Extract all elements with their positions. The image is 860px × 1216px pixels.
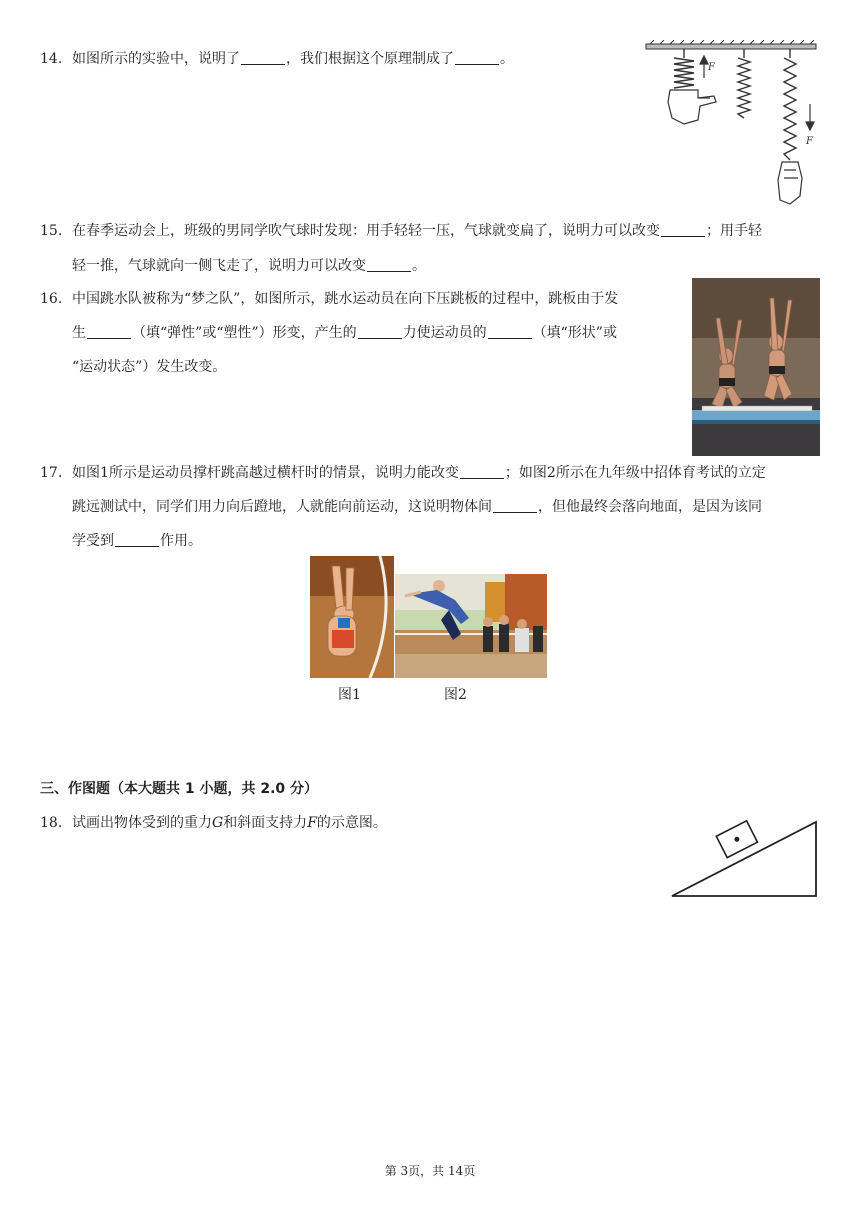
question-number: 16. [40,291,63,307]
question-number: 15. [40,223,63,239]
pole-vault-photo [310,556,394,678]
question-text: ；如图2所示在九年级中招体育考试的立定 [504,465,766,481]
compressed-spring [674,49,694,88]
question-text: 学受到 [72,533,114,549]
question-number: 14. [40,51,63,67]
section-heading: 三、作图题（本大题共 1 小题，共 2.0 分） [40,781,319,797]
question-17-line2 [72,496,762,516]
natural-spring [738,49,750,118]
question-text: ，我们根据这个原理制成了 [286,51,454,67]
question-text: 。 [412,258,426,274]
question-text: 。 [500,51,514,67]
hand-icon [778,162,802,204]
answer-blank[interactable] [87,322,131,339]
diving-photo [692,278,820,456]
force-symbol: F [307,815,317,831]
question-text: 跳远测试中，同学们用力向后蹬地，人就能向前运动，这说明物体间 [72,499,492,515]
force-label: F [806,136,813,147]
incline-diagram[interactable] [668,818,820,900]
question-16-line3 [72,356,226,376]
question-16-line2 [72,322,617,342]
block-on-incline [716,821,757,858]
question-17 [40,462,766,482]
question-15 [40,220,762,240]
question-17-line3 [72,530,202,550]
answer-blank[interactable] [358,322,402,339]
figure-caption: 图2 [444,687,467,703]
question-text: 试画出物体受到的重力 [72,815,212,831]
question-text: 在春季运动会上，班级的男同学吹气球时发现：用手轻轻一压，气球就变扁了，说明力可以改变 [72,223,660,239]
question-text: （填“弹性”或“塑性”）形变，产生的 [132,325,357,341]
figure-caption: 图1 [338,687,361,703]
question-text: 力使运动员的 [402,325,487,341]
question-text: 轻一推，气球就向一侧飞走了，说明力可以改变 [72,258,366,274]
question-number: 17. [40,465,63,481]
question-text: “运动状态”）发生改变。 [72,359,227,375]
answer-blank[interactable] [367,255,411,272]
answer-blank[interactable] [115,530,159,547]
question-text: 中国跳水队被称为“梦之队”，如图所示，跳水运动员在向下压跳板的过程中，跳板由于发 [72,291,619,307]
standing-jump-photo [395,574,547,678]
arrow-up-icon [700,56,708,78]
question-text: 生 [72,325,86,341]
arrow-down-icon [806,104,814,130]
force-label: F [708,62,715,73]
question-text: 如图1所示是运动员撑杆跳高越过横杆时的情景，说明力能改变 [72,465,459,481]
question-number: 18. [40,815,63,831]
question-16 [40,288,618,308]
answer-blank[interactable] [488,322,532,339]
question-text: （填“形状”或 [532,325,617,341]
question-text: 作用。 [160,533,202,549]
spring-experiment-figure [644,40,820,210]
question-text: ，但他最终会落向地面，是因为该同 [538,499,762,515]
page-footer: 第 3页，共 14页 [384,1164,476,1178]
answer-blank[interactable] [460,462,504,479]
question-text: 的示意图。 [316,815,387,831]
hand-icon [668,90,716,124]
answer-blank[interactable] [493,496,537,513]
answer-blank[interactable] [661,220,705,237]
stretched-spring [784,49,796,160]
answer-blank[interactable] [241,48,285,65]
question-14 [40,48,514,68]
question-text: 和斜面支持力 [223,815,308,831]
question-15-line2 [72,255,426,275]
question-text: 如图所示的实验中，说明了 [72,51,240,67]
gravity-symbol: G [212,815,224,831]
answer-blank[interactable] [455,48,499,65]
question-18 [40,812,387,832]
question-text: ；用手轻 [706,223,762,239]
